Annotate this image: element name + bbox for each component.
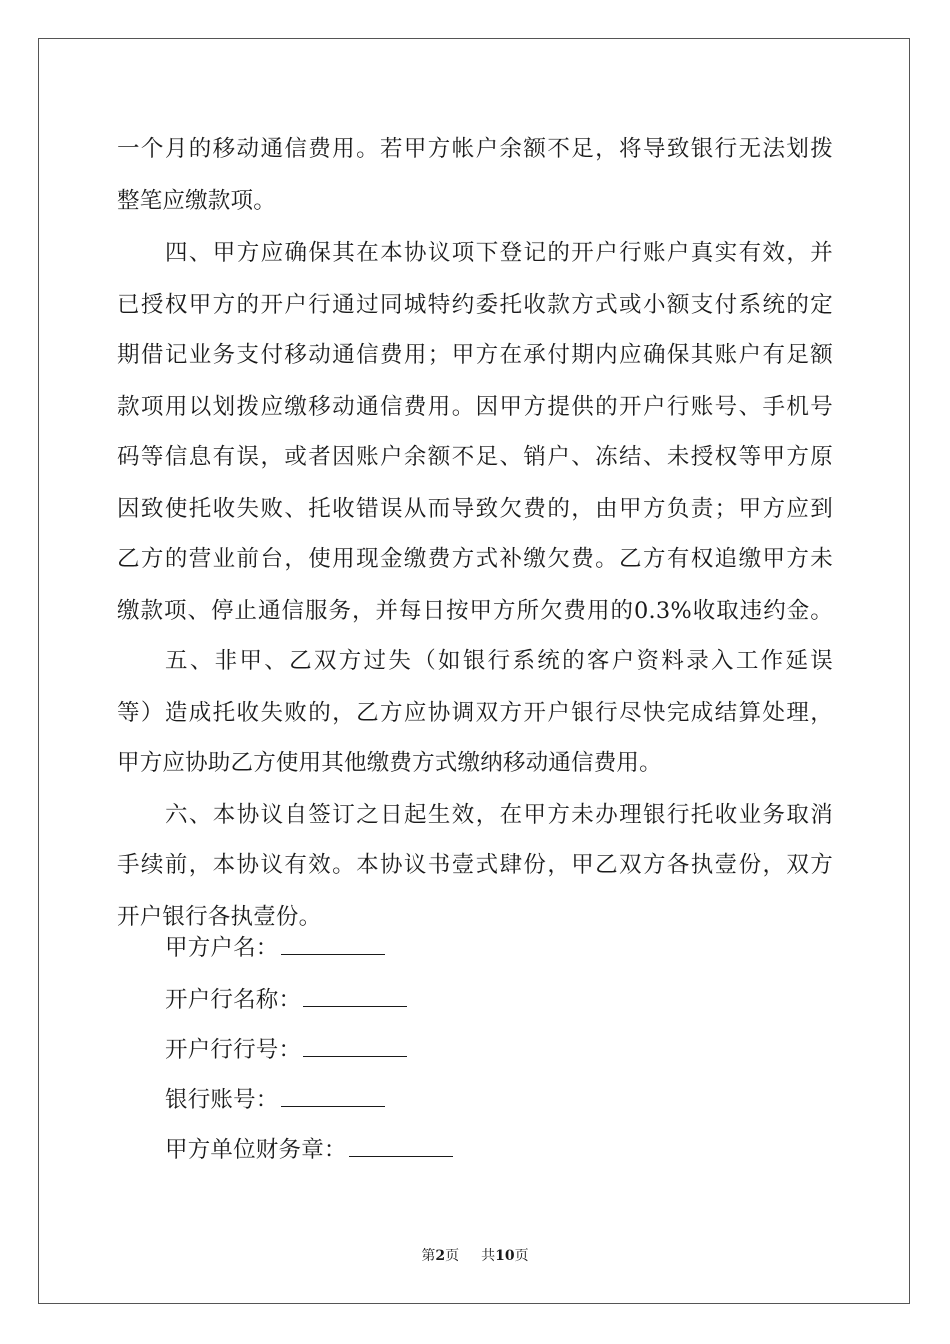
field-label: 甲方单位财务章： xyxy=(165,1137,347,1163)
paragraph-line: 等）造成托收失败的，乙方应协调双方开户银行尽快完成结算处理， xyxy=(117,700,833,726)
fill-in-blank[interactable] xyxy=(281,1084,385,1107)
paragraph-line: 因致使托收失败、托收错误从而导致欠费的，由甲方负责；甲方应到 xyxy=(117,496,833,522)
field-label: 开户行名称： xyxy=(165,987,302,1013)
paragraph-line: 乙方的营业前台，使用现金缴费方式补缴欠费。乙方有权追缴甲方未 xyxy=(117,546,833,572)
paragraph-line: 六、本协议自签订之日起生效，在甲方未办理银行托收业务取消 xyxy=(165,802,833,828)
account-name-field xyxy=(165,932,385,963)
paragraph-line: 码等信息有误，或者因账户余额不足、销户、冻结、未授权等甲方原 xyxy=(117,444,833,470)
total-suffix: 页 xyxy=(514,1248,529,1264)
total-prefix: 共 xyxy=(481,1248,496,1264)
total-pages: 10 xyxy=(495,1248,515,1264)
fill-in-blank[interactable] xyxy=(303,984,407,1007)
finance-seal-field xyxy=(165,1134,453,1165)
page-footer xyxy=(0,1247,950,1265)
bank-name-field xyxy=(165,984,407,1015)
page-prefix: 第 xyxy=(421,1248,436,1264)
paragraph-line: 手续前，本协议有效。本协议书壹式肆份，甲乙双方各执壹份，双方 xyxy=(117,852,833,878)
paragraph-line: 已授权甲方的开户行通过同城特约委托收款方式或小额支付系统的定 xyxy=(117,292,833,318)
paragraph-line: 一个月的移动通信费用。若甲方帐户余额不足，将导致银行无法划拨 xyxy=(117,136,833,162)
fill-in-blank[interactable] xyxy=(281,932,385,955)
field-label: 开户行行号： xyxy=(165,1037,302,1063)
paragraph-line: 四、甲方应确保其在本协议项下登记的开户行账户真实有效，并 xyxy=(165,240,833,266)
paragraph-line: 甲方应协助乙方使用其他缴费方式缴纳移动通信费用。 xyxy=(117,750,662,776)
fill-in-blank[interactable] xyxy=(349,1134,453,1157)
paragraph-line: 款项用以划拨应缴移动通信费用。因甲方提供的开户行账号、手机号 xyxy=(117,394,833,420)
page-number: 2 xyxy=(435,1248,446,1264)
page-suffix: 页 xyxy=(445,1248,460,1264)
bank-account-field xyxy=(165,1084,385,1115)
field-label: 银行账号： xyxy=(165,1087,279,1113)
paragraph-line: 期借记业务支付移动通信费用；甲方在承付期内应确保其账户有足额 xyxy=(117,342,833,368)
paragraph-line: 五、非甲、乙双方过失（如银行系统的客户资料录入工作延误 xyxy=(165,648,833,674)
paragraph-line: 开户银行各执壹份。 xyxy=(117,904,322,930)
paragraph-line: 整笔应缴款项。 xyxy=(117,188,276,214)
paragraph-line: 缴款项、停止通信服务，并每日按甲方所欠费用的0.3%收取违约金。 xyxy=(117,598,833,624)
bank-code-field xyxy=(165,1034,407,1065)
fill-in-blank[interactable] xyxy=(303,1034,407,1057)
field-label: 甲方户名： xyxy=(165,935,279,961)
